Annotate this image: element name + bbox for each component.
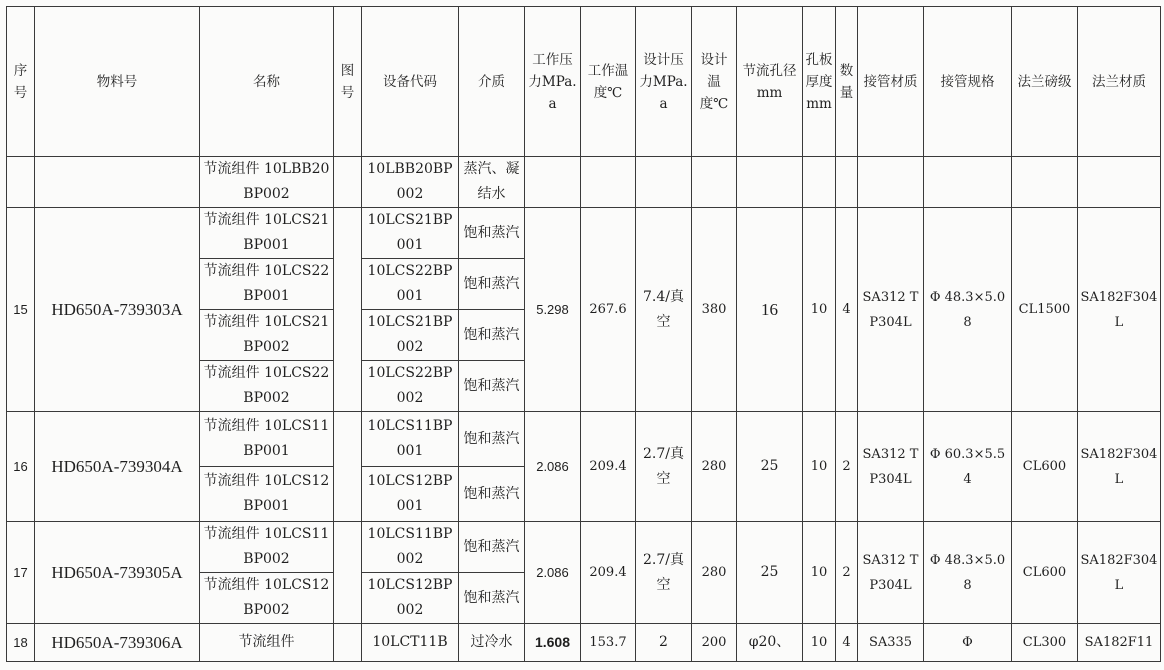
medium-cell: 过冷水 — [459, 624, 525, 662]
pipe-spec-cell: Φ 48.3×5.08 — [924, 522, 1012, 624]
design-temp-cell: 380 — [692, 208, 737, 412]
medium-cell: 饱和蒸汽 — [459, 573, 525, 624]
header-row — [7, 7, 1161, 157]
equipment-code-cell: 10LCS12BP001 — [362, 467, 459, 522]
orifice-spec-table — [6, 6, 1161, 662]
header-pipe-material: 接管材质 — [858, 7, 924, 157]
seq-cell: 17 — [7, 522, 35, 624]
pipe-material-cell — [858, 157, 924, 208]
table-row — [7, 522, 1161, 573]
flange-material-cell: SA182F304L — [1078, 208, 1161, 412]
pipe-material-cell: SA312 TP304L — [858, 522, 924, 624]
orifice-dia-cell: 25 — [737, 412, 803, 522]
medium-cell: 饱和蒸汽 — [459, 259, 525, 310]
flange-material-cell: SA182F304L — [1078, 412, 1161, 522]
header-flange-material: 法兰材质 — [1078, 7, 1161, 157]
medium-cell: 饱和蒸汽 — [459, 412, 525, 467]
orifice-dia-cell: 25 — [737, 522, 803, 624]
orifice-dia-cell: 16 — [737, 208, 803, 412]
header-material-no: 物料号 — [35, 7, 200, 157]
header-seq: 序号 — [7, 7, 35, 157]
medium-cell: 饱和蒸汽 — [459, 310, 525, 361]
table-row — [7, 624, 1161, 662]
seq-cell: 15 — [7, 208, 35, 412]
pipe-spec-cell: Φ 60.3×5.54 — [924, 412, 1012, 522]
working-temp-cell — [581, 157, 636, 208]
equipment-code-cell: 10LCS22BP001 — [362, 259, 459, 310]
table-row — [7, 412, 1161, 467]
design-pressure-cell: 7.4/真空 — [636, 208, 692, 412]
design-pressure-cell: 2.7/真空 — [636, 412, 692, 522]
equipment-code-cell: 10LCT11B — [362, 624, 459, 662]
working-temp-cell: 267.6 — [581, 208, 636, 412]
equipment-code-cell: 10LBB20BP002 — [362, 157, 459, 208]
medium-cell: 饱和蒸汽 — [459, 361, 525, 412]
working-pressure-cell — [525, 157, 581, 208]
header-plate-thickness: 孔板厚度mm — [803, 7, 836, 157]
flange-class-cell: CL1500 — [1012, 208, 1078, 412]
header-quantity: 数量 — [836, 7, 858, 157]
orifice-dia-cell — [737, 157, 803, 208]
flange-material-cell: SA182F304L — [1078, 522, 1161, 624]
plate-thickness-cell: 10 — [803, 208, 836, 412]
equipment-code-cell: 10LCS11BP002 — [362, 522, 459, 573]
drawing-no-cell — [334, 412, 362, 522]
material-no-cell: HD650A-739305A — [35, 522, 200, 624]
quantity-cell — [836, 157, 858, 208]
name-cell: 节流组件 10LCS11BP001 — [200, 412, 334, 467]
flange-material-cell: SA182F11 — [1078, 624, 1161, 662]
quantity-cell: 4 — [836, 624, 858, 662]
seq-cell — [7, 157, 35, 208]
name-cell: 节流组件 10LCS12BP002 — [200, 573, 334, 624]
flange-class-cell: CL300 — [1012, 624, 1078, 662]
drawing-no-cell — [334, 522, 362, 624]
working-pressure-cell: 2.086 — [525, 522, 581, 624]
equipment-code-cell: 10LCS12BP002 — [362, 573, 459, 624]
name-cell: 节流组件 10LBB20BP002 — [200, 157, 334, 208]
pipe-material-cell: SA335 — [858, 624, 924, 662]
header-orifice-dia: 节流孔径mm — [737, 7, 803, 157]
header-flange-class: 法兰磅级 — [1012, 7, 1078, 157]
flange-material-cell — [1078, 157, 1161, 208]
design-pressure-cell: 2.7/真空 — [636, 522, 692, 624]
drawing-no-cell — [334, 208, 362, 412]
flange-class-cell: CL600 — [1012, 412, 1078, 522]
seq-cell: 16 — [7, 412, 35, 522]
medium-cell: 饱和蒸汽 — [459, 467, 525, 522]
material-no-cell: HD650A-739304A — [35, 412, 200, 522]
medium-cell: 饱和蒸汽 — [459, 522, 525, 573]
flange-class-cell — [1012, 157, 1078, 208]
header-name: 名称 — [200, 7, 334, 157]
seq-cell: 18 — [7, 624, 35, 662]
quantity-cell: 2 — [836, 412, 858, 522]
pipe-spec-cell: Φ 48.3×5.08 — [924, 208, 1012, 412]
name-cell: 节流组件 10LCS12BP001 — [200, 467, 334, 522]
name-cell: 节流组件 — [200, 624, 334, 662]
design-temp-cell: 280 — [692, 522, 737, 624]
pipe-spec-cell — [924, 157, 1012, 208]
working-temp-cell: 153.7 — [581, 624, 636, 662]
plate-thickness-cell: 10 — [803, 522, 836, 624]
material-no-cell: HD650A-739303A — [35, 208, 200, 412]
medium-cell: 饱和蒸汽 — [459, 208, 525, 259]
working-temp-cell: 209.4 — [581, 522, 636, 624]
table-row — [7, 157, 1161, 208]
design-temp-cell: 280 — [692, 412, 737, 522]
quantity-cell: 2 — [836, 522, 858, 624]
name-cell: 节流组件 10LCS21BP001 — [200, 208, 334, 259]
orifice-dia-cell: φ20、 — [737, 624, 803, 662]
header-pipe-spec: 接管规格 — [924, 7, 1012, 157]
drawing-no-cell — [334, 624, 362, 662]
working-pressure-cell: 5.298 — [525, 208, 581, 412]
pipe-material-cell: SA312 TP304L — [858, 208, 924, 412]
pipe-spec-cell: Φ — [924, 624, 1012, 662]
equipment-code-cell: 10LCS22BP002 — [362, 361, 459, 412]
header-working-temp: 工作温度℃ — [581, 7, 636, 157]
design-pressure-cell — [636, 157, 692, 208]
working-temp-cell: 209.4 — [581, 412, 636, 522]
name-cell: 节流组件 10LCS21BP002 — [200, 310, 334, 361]
plate-thickness-cell — [803, 157, 836, 208]
equipment-code-cell: 10LCS21BP001 — [362, 208, 459, 259]
equipment-code-cell: 10LCS21BP002 — [362, 310, 459, 361]
flange-class-cell: CL600 — [1012, 522, 1078, 624]
material-no-cell: HD650A-739306A — [35, 624, 200, 662]
working-pressure-cell: 1.608 — [525, 624, 581, 662]
header-working-pressure: 工作压力MPa.a — [525, 7, 581, 157]
material-no-cell — [35, 157, 200, 208]
medium-cell: 蒸汽、凝结水 — [459, 157, 525, 208]
header-medium: 介质 — [459, 7, 525, 157]
name-cell: 节流组件 10LCS11BP002 — [200, 522, 334, 573]
working-pressure-cell: 2.086 — [525, 412, 581, 522]
name-cell: 节流组件 10LCS22BP002 — [200, 361, 334, 412]
equipment-code-cell: 10LCS11BP001 — [362, 412, 459, 467]
plate-thickness-cell: 10 — [803, 624, 836, 662]
header-design-temp: 设计温度℃ — [692, 7, 737, 157]
pipe-material-cell: SA312 TP304L — [858, 412, 924, 522]
design-temp-cell — [692, 157, 737, 208]
table-row — [7, 208, 1161, 259]
plate-thickness-cell: 10 — [803, 412, 836, 522]
quantity-cell: 4 — [836, 208, 858, 412]
name-cell: 节流组件 10LCS22BP001 — [200, 259, 334, 310]
header-equipment-code: 设备代码 — [362, 7, 459, 157]
header-design-pressure: 设计压力MPa.a — [636, 7, 692, 157]
header-drawing-no: 图号 — [334, 7, 362, 157]
design-temp-cell: 200 — [692, 624, 737, 662]
drawing-no-cell — [334, 157, 362, 208]
design-pressure-cell: 2 — [636, 624, 692, 662]
